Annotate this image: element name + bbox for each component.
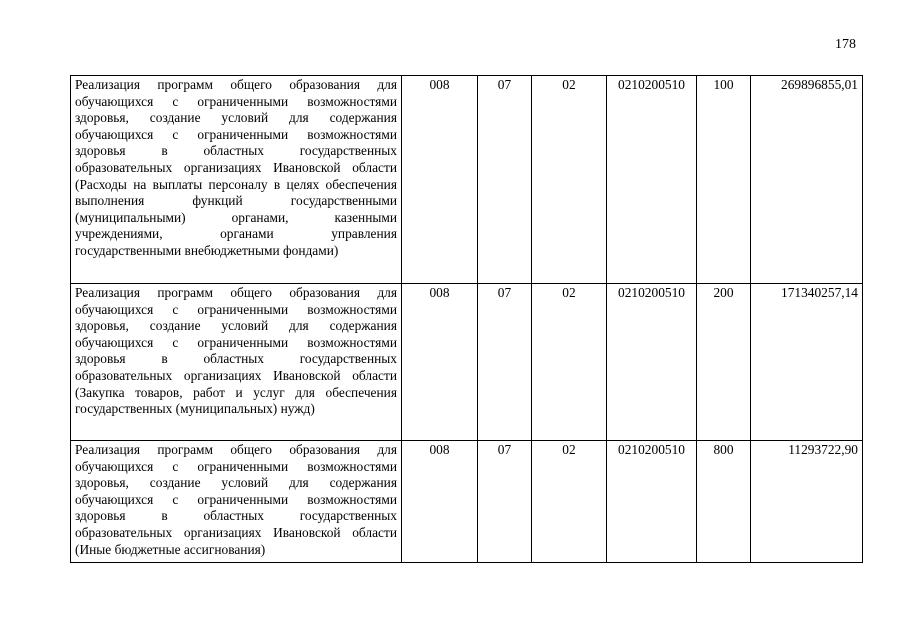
- section-code: 07: [478, 76, 532, 284]
- row-description: Реализация программ общего образования для обучающихся с ограниченными возможностями здоровья, создание условий для содержания обучающихся с ограниченными возможностями здоровья в областных государственных образовательных организациях Ивановской области (Иные бюджетные ассигнования): [71, 441, 402, 563]
- ministry-code: 008: [402, 441, 478, 563]
- target-article-code: 0210200510: [607, 284, 697, 441]
- target-article-code: 0210200510: [607, 441, 697, 563]
- target-article-code: 0210200510: [607, 76, 697, 284]
- table-row: [71, 441, 863, 563]
- amount-value: 11293722,90: [751, 441, 863, 563]
- table-row: [71, 76, 863, 284]
- budget-table: [70, 75, 863, 563]
- amount-value: 171340257,14: [751, 284, 863, 441]
- expense-type-code: 100: [697, 76, 751, 284]
- subsection-code: 02: [532, 76, 607, 284]
- amount-value: 269896855,01: [751, 76, 863, 284]
- expense-type-code: 800: [697, 441, 751, 563]
- subsection-code: 02: [532, 284, 607, 441]
- ministry-code: 008: [402, 76, 478, 284]
- expense-type-code: 200: [697, 284, 751, 441]
- page-number: 178: [835, 37, 856, 52]
- ministry-code: 008: [402, 284, 478, 441]
- section-code: 07: [478, 441, 532, 563]
- row-description: Реализация программ общего образования для обучающихся с ограниченными возможностями здоровья, создание условий для содержания обучающихся с ограниченными возможностями здоровья в областных государственных образовательных организациях Ивановской области (Закупка товаров, работ и услуг для обеспечения государственных (муниципальных) нужд): [71, 284, 402, 441]
- table-row: [71, 284, 863, 441]
- row-description: Реализация программ общего образования для обучающихся с ограниченными возможностями здоровья, создание условий для содержания обучающихся с ограниченными возможностями здоровья в областных государственных образовательных организациях Ивановской области (Расходы на выплаты персоналу в целях обеспечения выполнения функций государственными (муниципальными) органами, казенными учреждениями, органами управления государственными внебюджетными фондами): [71, 76, 402, 284]
- subsection-code: 02: [532, 441, 607, 563]
- section-code: 07: [478, 284, 532, 441]
